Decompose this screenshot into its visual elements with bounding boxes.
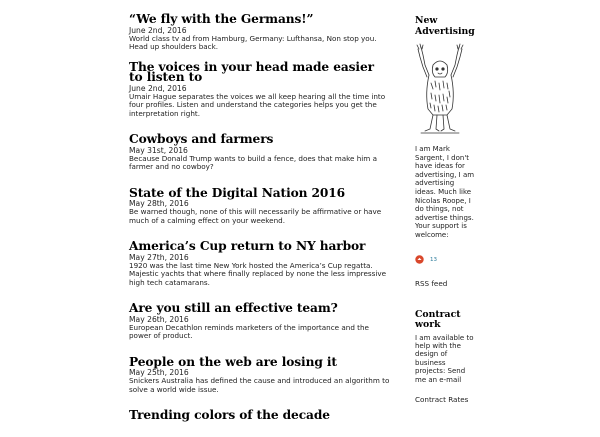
post-title-link[interactable]: The voices in your head made easier to listen to — [129, 59, 374, 84]
recommend-count: 13 — [430, 256, 437, 263]
post-excerpt: Because Donald Trump wants to build a fence, does that make him a farmer and no cowboy? — [129, 153, 377, 171]
post-date: June 2nd, 2016 — [129, 25, 187, 35]
rss-feed-link[interactable]: RSS feed — [415, 278, 448, 288]
post-item — [129, 185, 391, 226]
post-title-link[interactable]: People on the web are losing it — [129, 354, 337, 369]
post-title-link[interactable]: Cowboys and farmers — [129, 132, 274, 146]
post-title-link[interactable]: “We fly with the Germans!” — [129, 12, 314, 26]
post-date: June 2nd, 2016 — [129, 83, 187, 93]
post-item — [129, 241, 391, 287]
post-title-link[interactable]: State of the Digital Nation 2016 — [129, 185, 346, 200]
post-excerpt: Be warned though, none of this will necessarily be affirmative or have much of a calming effect on your weekend. — [129, 207, 382, 225]
post-item — [129, 410, 391, 421]
post-excerpt: Umair Hague separates the voices we all keep hearing all the time into four profiles. Listen and understand the categories helps you get the interpretation right. — [129, 91, 386, 118]
post-item — [129, 14, 391, 52]
contract-heading: Contract work — [415, 308, 461, 331]
post-date: May 28th, 2016 — [129, 199, 189, 208]
post-list — [129, 14, 391, 437]
about-text: I am Mark Sargent, I don't have ideas for advertising, I am advertising ideas. Much like Nicolas Roope, I do things, not advertise things. Your support is welcome: — [415, 145, 475, 239]
social-row — [415, 254, 475, 266]
sidebar-heading: New Advertising — [415, 15, 475, 37]
recommend-icon[interactable] — [415, 255, 424, 264]
post-date: May 25th, 2016 — [129, 368, 189, 377]
contract-text: I am available to help with the design of business projects: Send me an e-mail — [415, 333, 474, 384]
contract-rates-link[interactable]: Contract Rates — [415, 394, 469, 404]
post-date: May 26th, 2016 — [129, 314, 189, 324]
post-title-link[interactable]: Are you still an effective team? — [129, 301, 338, 315]
post-excerpt: European Decathlon reminds marketers of the importance and the power of product. — [129, 322, 369, 340]
yeti-illustration — [415, 43, 465, 135]
post-date: May 31st, 2016 — [129, 145, 188, 155]
post-item — [129, 303, 391, 341]
post-excerpt: 1920 was the last time New York hosted the America’s Cup regatta. Majestic yachts that where finally replaced by none the less impressive high tech catamarans. — [129, 260, 387, 287]
post-excerpt: Snickers Australia has defined the cause and introduced an algorithm to solve a world wide issue. — [129, 376, 390, 394]
post-item — [129, 59, 391, 119]
post-item — [129, 354, 391, 395]
post-date: May 27th, 2016 — [129, 252, 189, 262]
post-title-link[interactable]: America’s Cup return to NY harbor — [129, 239, 366, 253]
sidebar — [415, 16, 475, 404]
post-excerpt: World class tv ad from Hamburg, Germany: Lufthansa, Non stop you. Head up shoulders back. — [129, 33, 377, 51]
post-item — [129, 134, 391, 172]
post-title-link[interactable]: Trending colors of the decade — [129, 408, 330, 422]
